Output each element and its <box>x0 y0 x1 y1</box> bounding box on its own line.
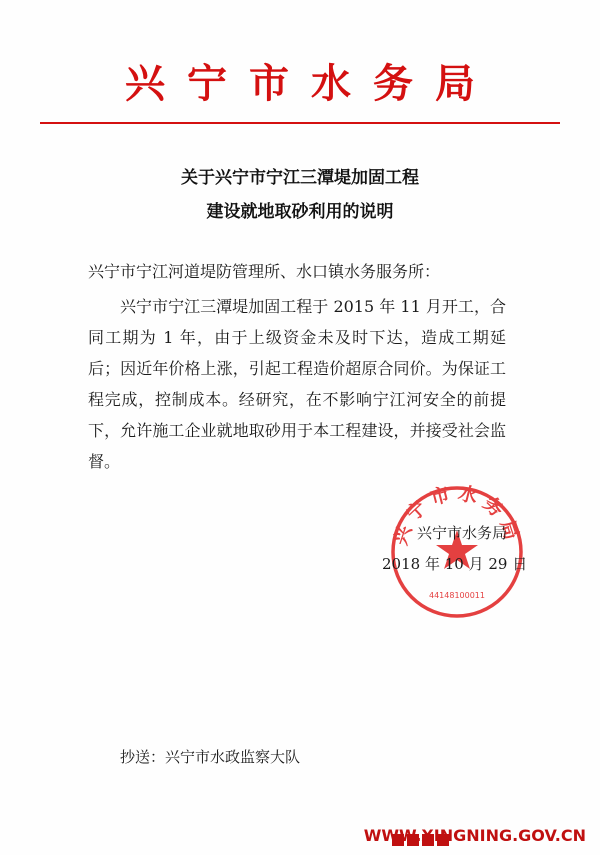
svg-text:兴宁市水务局: 兴宁市水务局 <box>389 482 525 548</box>
svg-text:44148100011: 44148100011 <box>429 591 485 600</box>
addressee: 兴宁市宁江河道堤防管理所、水口镇水务服务所： <box>88 262 441 281</box>
letterhead-red-rule <box>40 122 560 124</box>
body-paragraph: 兴宁市宁江三潭堤加固工程于 2015 年 11 月开工，合同工期为 1 年，由于上级资金未及时下达，造成工期延后；因近年价格上涨，引起工程造价超原合同价。为保证工程完成，控制成本。经研究，在不影响宁江河安全的前提下，允许施工企业就地取砂用于本工程建设，并接受社会监督。 <box>88 297 506 471</box>
document-title-line-1: 关于兴宁市宁江三潭堤加固工程 <box>181 168 419 188</box>
carbon-copy-line: 抄送：兴宁市水政监察大队 <box>120 748 301 766</box>
official-seal-stamp <box>387 482 527 622</box>
website-watermark: WWW.XINGNING.GOV.CN <box>363 826 586 845</box>
letterhead-title: 兴宁市水务局 <box>125 61 497 107</box>
signature-organization: 兴宁市水务局 <box>417 524 508 542</box>
document-title-line-2: 建设就地取砂利用的说明 <box>206 202 394 222</box>
issue-date: 2018 年 10 月 29 日 <box>382 555 528 573</box>
